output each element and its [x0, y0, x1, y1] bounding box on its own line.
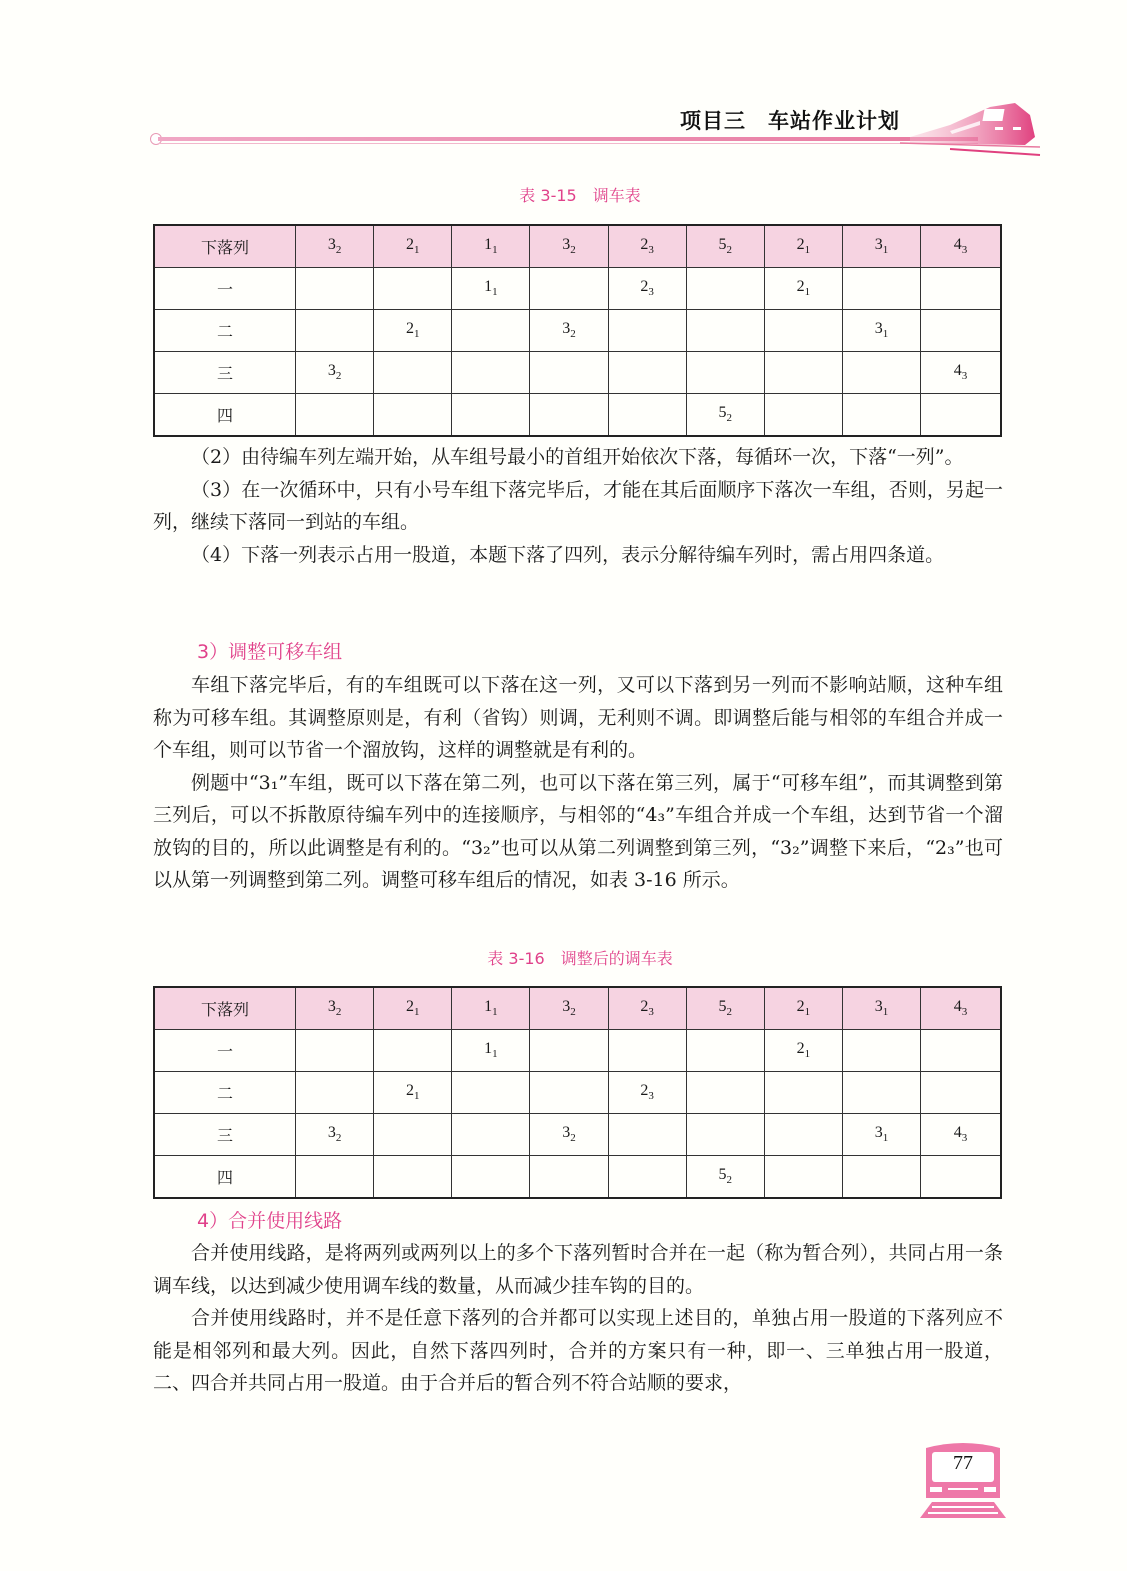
- group-number: 1: [484, 236, 493, 254]
- table-cell: [608, 394, 686, 437]
- table-row: [154, 352, 1001, 394]
- group-number: 2: [640, 236, 649, 254]
- table-cell: [374, 1114, 452, 1156]
- row-label: 三: [154, 352, 296, 394]
- station-subscript: 3: [648, 244, 654, 257]
- header-cell-label: 下落列: [154, 225, 296, 268]
- group-number: 4: [953, 1124, 962, 1142]
- group-number: 2: [640, 998, 649, 1016]
- header-cell-label: 下落列: [154, 987, 296, 1030]
- station-subscript: 2: [570, 328, 576, 341]
- table-cell: [452, 352, 530, 394]
- table-cell: [608, 352, 686, 394]
- group-number: 2: [405, 1082, 414, 1100]
- row-label: 二: [154, 310, 296, 352]
- table-cell: [296, 1030, 374, 1072]
- table-cell: [764, 1156, 842, 1199]
- station-subscript: 1: [882, 1132, 889, 1145]
- table-cell: [921, 352, 1002, 394]
- table-cell: [530, 1156, 608, 1199]
- page-number: 77: [953, 1452, 973, 1474]
- section-3-body: [153, 669, 1003, 897]
- station-subscript: 2: [570, 1006, 576, 1019]
- header-cell-group: [374, 987, 452, 1030]
- table-cell: [452, 1114, 530, 1156]
- table-row: [154, 394, 1001, 437]
- header-rule: [158, 137, 978, 141]
- group-number: 2: [796, 998, 805, 1016]
- table-cell: [686, 268, 764, 310]
- station-subscript: 1: [804, 244, 811, 257]
- table-cell: [842, 394, 920, 437]
- row-label: 一: [154, 1030, 296, 1072]
- row-label: 二: [154, 1072, 296, 1114]
- row-label: 一: [154, 268, 296, 310]
- group-number: 2: [405, 320, 414, 338]
- table-cell: [374, 1072, 452, 1114]
- paragraph: 合并使用线路，是将两列或两列以上的多个下落列暂时合并在一起（称为暂合列），共同占用一条调车线，以达到减少使用调车线的数量，从而减少挂车钩的目的。: [153, 1242, 1003, 1297]
- group-number: 3: [874, 1124, 883, 1142]
- paragraph: （3）在一次循环中，只有小号车组下落完毕后，才能在其后面顺序下落次一车组，否则，另起一列，继续下落同一到站的车组。: [153, 478, 1003, 533]
- table-cell: [530, 310, 608, 352]
- table-row: [154, 1156, 1001, 1199]
- table-cell: [686, 394, 764, 437]
- table-cell: [842, 352, 920, 394]
- table-cell: [530, 1030, 608, 1072]
- table-cell: [296, 352, 374, 394]
- group-number: 4: [953, 362, 962, 380]
- table-cell: [452, 1156, 530, 1199]
- table-caption-3-16: 表 3-16 调整后的调车表: [487, 949, 673, 968]
- group-number: 2: [796, 236, 805, 254]
- station-subscript: 2: [335, 1132, 342, 1145]
- section-heading-4: 4）合并使用线路: [197, 1210, 343, 1232]
- station-subscript: 2: [335, 370, 342, 383]
- table-cell: [530, 1072, 608, 1114]
- table-cell: [452, 268, 530, 310]
- table-cell: [842, 1156, 920, 1199]
- paragraph: 合并使用线路时，并不是任意下落列的合并都可以实现上述目的，单独占用一股道的下落列应不能是相邻列和最大列。因此，自然下落四列时，合并的方案只有一种，即一、三单独占用一股道，二、四合并共同占用一股道。由于合并后的暂合列不符合站顺的要求，: [153, 1307, 1003, 1394]
- row-label: 三: [154, 1114, 296, 1156]
- group-number: 3: [327, 998, 336, 1016]
- station-subscript: 1: [413, 328, 420, 341]
- table-cell: [530, 1114, 608, 1156]
- station-subscript: 2: [726, 1174, 732, 1187]
- table-cell: [764, 1114, 842, 1156]
- shunting-table-3-16: [153, 986, 1002, 1199]
- table-cell: [686, 352, 764, 394]
- table-cell: [842, 310, 920, 352]
- table-cell: [608, 1114, 686, 1156]
- table-cell: [921, 1072, 1002, 1114]
- table-cell: [686, 1072, 764, 1114]
- station-subscript: 1: [804, 1048, 811, 1061]
- table-row: [154, 310, 1001, 352]
- header-cell-group: [530, 987, 608, 1030]
- station-subscript: 1: [492, 244, 498, 257]
- table-cell: [374, 1030, 452, 1072]
- table-cell: [374, 394, 452, 437]
- table-cell: [764, 352, 842, 394]
- station-subscript: 2: [570, 1132, 576, 1145]
- station-subscript: 3: [648, 286, 654, 299]
- table-cell: [921, 1114, 1002, 1156]
- table-cell: [530, 268, 608, 310]
- group-number: 3: [327, 1124, 336, 1142]
- station-subscript: 1: [413, 244, 420, 257]
- header-cell-group: [686, 225, 764, 268]
- table-cell: [764, 1072, 842, 1114]
- header-cell-group: [452, 225, 530, 268]
- group-number: 2: [405, 998, 414, 1016]
- group-number: 3: [562, 320, 571, 338]
- station-subscript: 1: [492, 286, 498, 299]
- table-cell: [686, 1156, 764, 1199]
- group-number: 1: [484, 998, 493, 1016]
- station-subscript: 1: [882, 1006, 889, 1019]
- chapter-title: 项目三 车站作业计划: [680, 109, 900, 133]
- table-cell: [686, 1114, 764, 1156]
- group-number: 3: [874, 998, 883, 1016]
- table-cell: [764, 310, 842, 352]
- header-cell-group: [921, 225, 1002, 268]
- page-header: [150, 95, 1050, 160]
- table-cell: [608, 1030, 686, 1072]
- table-cell: [764, 268, 842, 310]
- table-cell: [686, 310, 764, 352]
- table-cell: [374, 352, 452, 394]
- table-row: [154, 1114, 1001, 1156]
- group-number: 5: [718, 998, 727, 1016]
- table-cell: [842, 1072, 920, 1114]
- table-cell: [296, 1072, 374, 1114]
- header-cell-group: [452, 987, 530, 1030]
- group-number: 1: [484, 1040, 493, 1058]
- paragraph: 例题中“3₁”车组，既可以下落在第二列，也可以下落在第三列，属于“可移车组”，而其调整到第三列后，可以不拆散原待编车列中的连接顺序，与相邻的“4₃”车组合并成一个车组，达到节省一个溜放钩的目的，所以此调整是有利的。“3₂”也可以从第二列调整到第三列，“3₂”调整下来后，“2₃”也可以从第一列调整到第二列。调整可移车组后的情况，如表 3-16 所示。: [153, 771, 1003, 891]
- header-cell-group: [608, 225, 686, 268]
- group-number: 3: [874, 236, 883, 254]
- group-number: 4: [953, 998, 962, 1016]
- station-subscript: 3: [961, 1132, 968, 1145]
- table-cell: [296, 1156, 374, 1199]
- table-cell: [296, 268, 374, 310]
- table-cell: [452, 1030, 530, 1072]
- header-cell-group: [764, 225, 842, 268]
- section-heading-3: 3）调整可移车组: [197, 641, 343, 663]
- paragraph: （2）由待编车列左端开始，从车组号最小的首组开始依次下落，每循环一次，下落“一列”。: [191, 446, 964, 468]
- table-cell: [374, 268, 452, 310]
- header-rule-thin: [158, 143, 978, 144]
- group-number: 2: [640, 278, 649, 296]
- header-cell-group: [921, 987, 1002, 1030]
- table-cell: [842, 268, 920, 310]
- station-subscript: 2: [335, 1006, 342, 1019]
- table-row: [154, 1072, 1001, 1114]
- paragraph: 车组下落完毕后，有的车组既可以下落在这一列，又可以下落到另一列而不影响站顺，这种车组称为可移车组。其调整原则是，有利（省钩）则调，无利则不调。即调整后能与相邻的车组合并成一个车组，则可以节省一个溜放钩，这样的调整就是有利的。: [153, 674, 1003, 761]
- table-header-row: [154, 225, 1001, 268]
- station-subscript: 2: [726, 1006, 732, 1019]
- table-cell: [686, 1030, 764, 1072]
- group-number: 5: [718, 404, 727, 422]
- station-subscript: 2: [570, 244, 576, 257]
- table-cell: [921, 394, 1002, 437]
- header-cell-group: [764, 987, 842, 1030]
- table-row: [154, 1030, 1001, 1072]
- table-cell: [764, 1030, 842, 1072]
- paragraph: （4）下落一列表示占用一股道，本题下落了四列，表示分解待编车列时，需占用四条道。: [191, 543, 945, 566]
- row-label: 四: [154, 1156, 296, 1199]
- station-subscript: 1: [804, 286, 811, 299]
- table-cell: [921, 1156, 1002, 1199]
- group-number: 2: [405, 236, 414, 254]
- table-header-row: [154, 987, 1001, 1030]
- header-cell-group: [842, 225, 920, 268]
- station-subscript: 2: [726, 244, 732, 257]
- station-subscript: 2: [726, 412, 732, 425]
- table-cell: [608, 268, 686, 310]
- station-subscript: 3: [961, 1006, 968, 1019]
- station-subscript: 3: [961, 370, 968, 383]
- header-cell-group: [374, 225, 452, 268]
- header-cell-group: [296, 225, 374, 268]
- table-cell: [608, 1156, 686, 1199]
- header-cell-group: [608, 987, 686, 1030]
- station-subscript: 3: [648, 1006, 654, 1019]
- section-4-body: [153, 1237, 1003, 1400]
- table-cell: [921, 268, 1002, 310]
- table-cell: [921, 1030, 1002, 1072]
- table-caption-3-15: 表 3-15 调车表: [519, 186, 641, 205]
- station-subscript: 1: [804, 1006, 811, 1019]
- station-subscript: 1: [882, 244, 889, 257]
- station-subscript: 3: [648, 1090, 654, 1103]
- group-number: 2: [640, 1082, 649, 1100]
- table-cell: [842, 1114, 920, 1156]
- table-cell: [608, 1072, 686, 1114]
- page-number-badge: [918, 1440, 1008, 1520]
- table-row: [154, 268, 1001, 310]
- header-cell-group: [296, 987, 374, 1030]
- station-subscript: 1: [492, 1006, 498, 1019]
- group-number: 1: [484, 278, 493, 296]
- header-cell-group: [530, 225, 608, 268]
- group-number: 2: [796, 1040, 805, 1058]
- table-cell: [374, 310, 452, 352]
- table-cell: [608, 310, 686, 352]
- shunting-table-3-15: [153, 224, 1002, 437]
- group-number: 2: [796, 278, 805, 296]
- station-subscript: 3: [961, 244, 968, 257]
- group-number: 3: [562, 1124, 571, 1142]
- table-cell: [764, 394, 842, 437]
- row-label: 四: [154, 394, 296, 437]
- table-cell: [530, 352, 608, 394]
- station-subscript: 2: [335, 244, 342, 257]
- group-number: 5: [718, 236, 727, 254]
- table-cell: [296, 1114, 374, 1156]
- header-cell-group: [686, 987, 764, 1030]
- station-subscript: 1: [413, 1090, 420, 1103]
- table-cell: [296, 394, 374, 437]
- group-number: 4: [953, 236, 962, 254]
- table-cell: [296, 310, 374, 352]
- group-number: 5: [718, 1166, 727, 1184]
- table-cell: [842, 1030, 920, 1072]
- group-number: 3: [562, 998, 571, 1016]
- train-icon: [890, 95, 1050, 160]
- table-cell: [921, 310, 1002, 352]
- group-number: 3: [327, 236, 336, 254]
- table-cell: [530, 394, 608, 437]
- group-number: 3: [562, 236, 571, 254]
- table-cell: [374, 1156, 452, 1199]
- table-cell: [452, 394, 530, 437]
- table-cell: [452, 310, 530, 352]
- station-subscript: 1: [413, 1006, 420, 1019]
- group-number: 3: [874, 320, 883, 338]
- station-subscript: 1: [492, 1048, 498, 1061]
- group-number: 3: [327, 362, 336, 380]
- table-cell: [452, 1072, 530, 1114]
- list-paragraphs: [153, 441, 1003, 571]
- header-cell-group: [842, 987, 920, 1030]
- station-subscript: 1: [882, 328, 889, 341]
